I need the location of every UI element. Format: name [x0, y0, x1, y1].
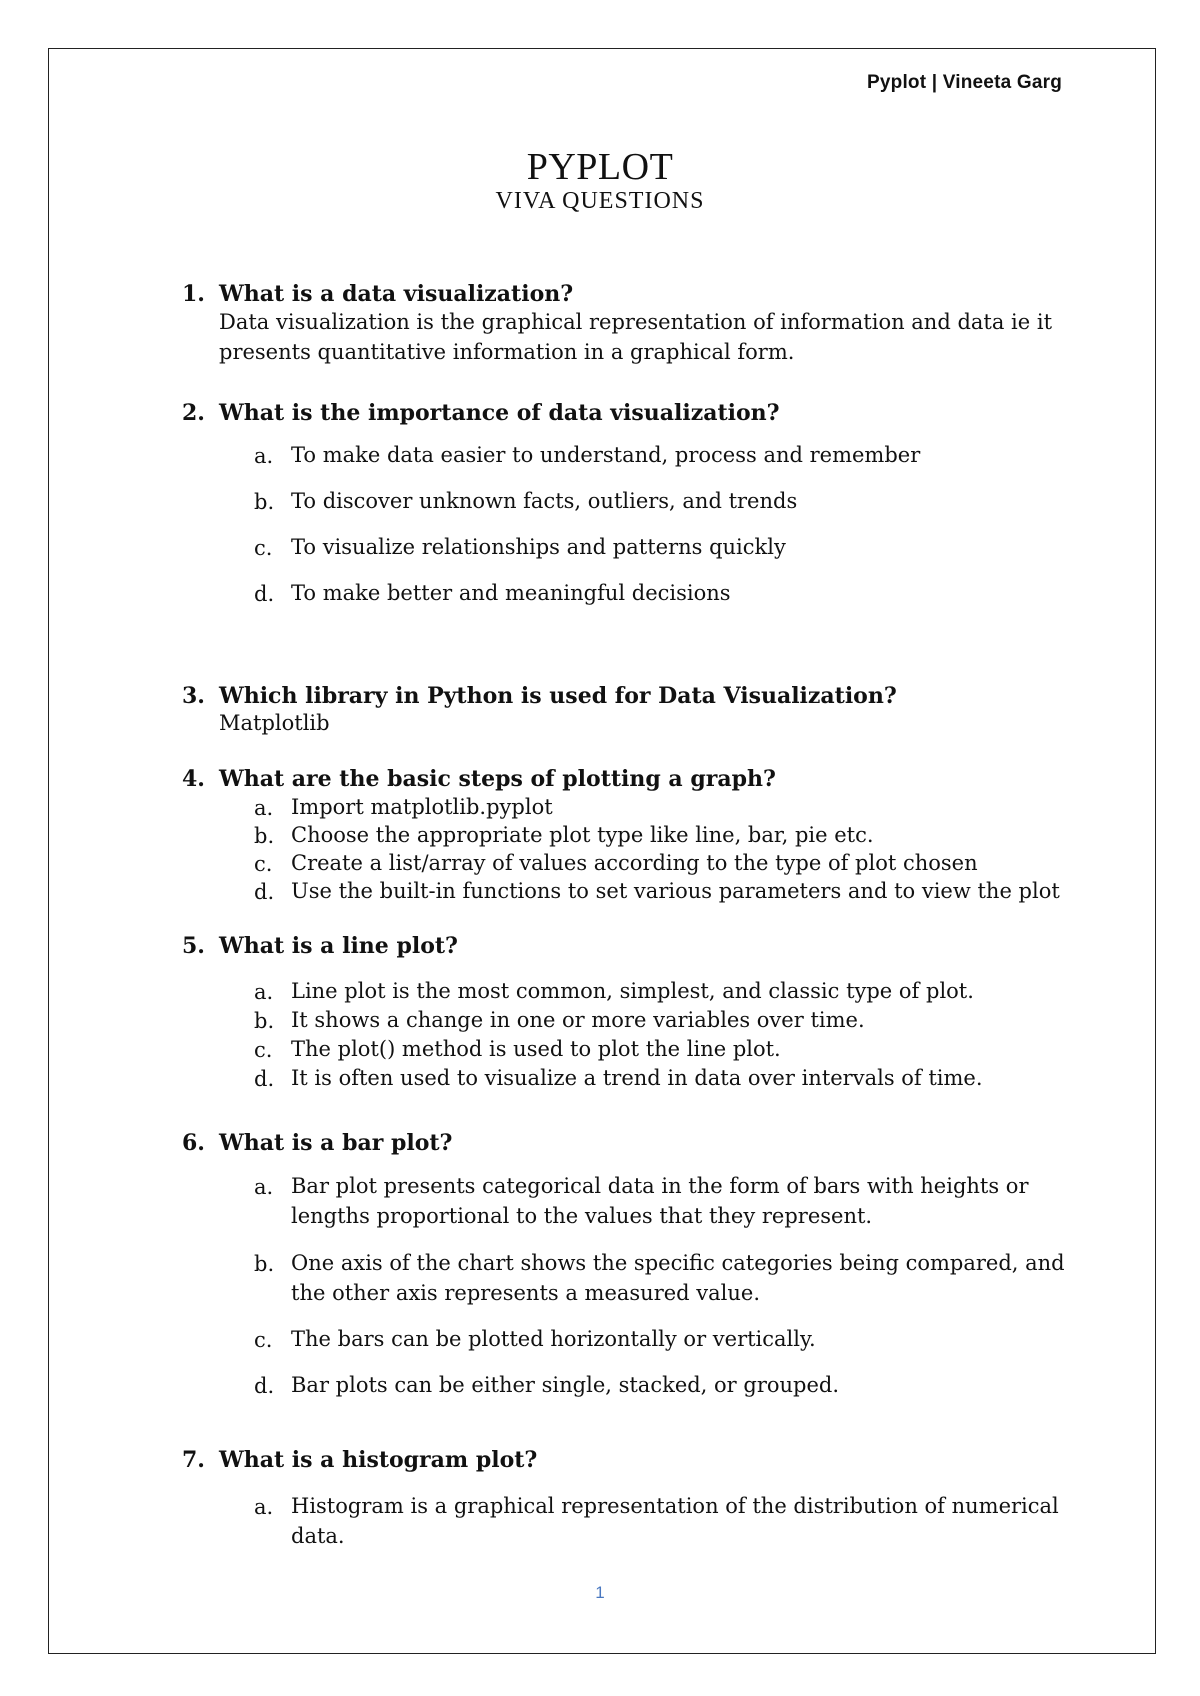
question-number: 1.: [182, 281, 205, 307]
question-number: 7.: [182, 1447, 205, 1473]
list-item: Import matplotlib.pyplot: [291, 795, 553, 819]
list-marker: c.: [254, 1038, 273, 1062]
answer-line: presents quantitative information in a graphical form.: [219, 340, 795, 364]
question-text: Which library in Python is used for Data Visualization?: [219, 683, 897, 709]
list-item: One axis of the chart shows the specific categories being compared, and: [291, 1251, 1065, 1275]
question-number: 6.: [182, 1130, 205, 1156]
question-text: What is a bar plot?: [219, 1130, 453, 1156]
list-marker: a.: [254, 444, 274, 468]
page-number: 1: [595, 1583, 605, 1602]
question-number: 4.: [182, 766, 205, 792]
list-item: To make better and meaningful decisions: [291, 581, 731, 605]
list-marker: a.: [254, 796, 274, 820]
document-subtitle: VIVA QUESTIONS: [495, 188, 705, 214]
list-item: The bars can be plotted horizontally or vertically.: [291, 1327, 816, 1351]
list-marker: c.: [254, 852, 273, 876]
list-item: To make data easier to understand, process and remember: [291, 443, 921, 467]
question-number: 3.: [182, 683, 205, 709]
list-item: It shows a change in one or more variables over time.: [291, 1008, 865, 1032]
list-marker: d.: [254, 1374, 275, 1398]
list-marker: d.: [254, 582, 275, 606]
list-item: Use the built-in functions to set various parameters and to view the plot: [291, 879, 1060, 903]
list-item: It is often used to visualize a trend in data over intervals of time.: [291, 1066, 983, 1090]
list-marker: c.: [254, 1328, 273, 1352]
list-marker: b.: [254, 1252, 275, 1276]
document-title: PYPLOT: [526, 146, 674, 188]
list-item: The plot() method is used to plot the line plot.: [291, 1037, 781, 1061]
question-text: What is a histogram plot?: [219, 1447, 538, 1473]
list-item-continuation: data.: [291, 1524, 345, 1548]
list-marker: b.: [254, 1009, 275, 1033]
list-item: Bar plots can be either single, stacked, or grouped.: [291, 1373, 840, 1397]
question-number: 2.: [182, 400, 205, 426]
list-marker: a.: [254, 980, 274, 1004]
question-text: What are the basic steps of plotting a graph?: [219, 766, 776, 792]
answer-line: Data visualization is the graphical representation of information and data ie it: [219, 310, 1053, 334]
list-marker: d.: [254, 880, 275, 904]
question-text: What is the importance of data visualization?: [219, 400, 780, 426]
list-item: Bar plot presents categorical data in the form of bars with heights or: [291, 1174, 1029, 1198]
question-number: 5.: [182, 933, 205, 959]
list-marker: b.: [254, 490, 275, 514]
question-text: What is a line plot?: [219, 933, 458, 959]
list-item: To visualize relationships and patterns quickly: [291, 535, 786, 559]
list-item-continuation: lengths proportional to the values that they represent.: [291, 1204, 873, 1228]
list-item: Histogram is a graphical representation of the distribution of numerical: [291, 1494, 1059, 1518]
list-marker: b.: [254, 824, 275, 848]
list-marker: c.: [254, 536, 273, 560]
list-item: Create a list/array of values according to the type of plot chosen: [291, 851, 978, 875]
question-text: What is a data visualization?: [219, 281, 574, 307]
list-item: Line plot is the most common, simplest, and classic type of plot.: [291, 979, 974, 1003]
list-item: To discover unknown facts, outliers, and trends: [291, 489, 798, 513]
list-item-continuation: the other axis represents a measured value.: [291, 1281, 761, 1305]
list-marker: a.: [254, 1175, 274, 1199]
running-header: Pyplot | Vineeta Garg: [867, 72, 1062, 93]
list-marker: a.: [254, 1495, 274, 1519]
list-item: Choose the appropriate plot type like line, bar, pie etc.: [291, 823, 874, 847]
answer-line: Matplotlib: [219, 711, 330, 735]
list-marker: d.: [254, 1067, 275, 1091]
